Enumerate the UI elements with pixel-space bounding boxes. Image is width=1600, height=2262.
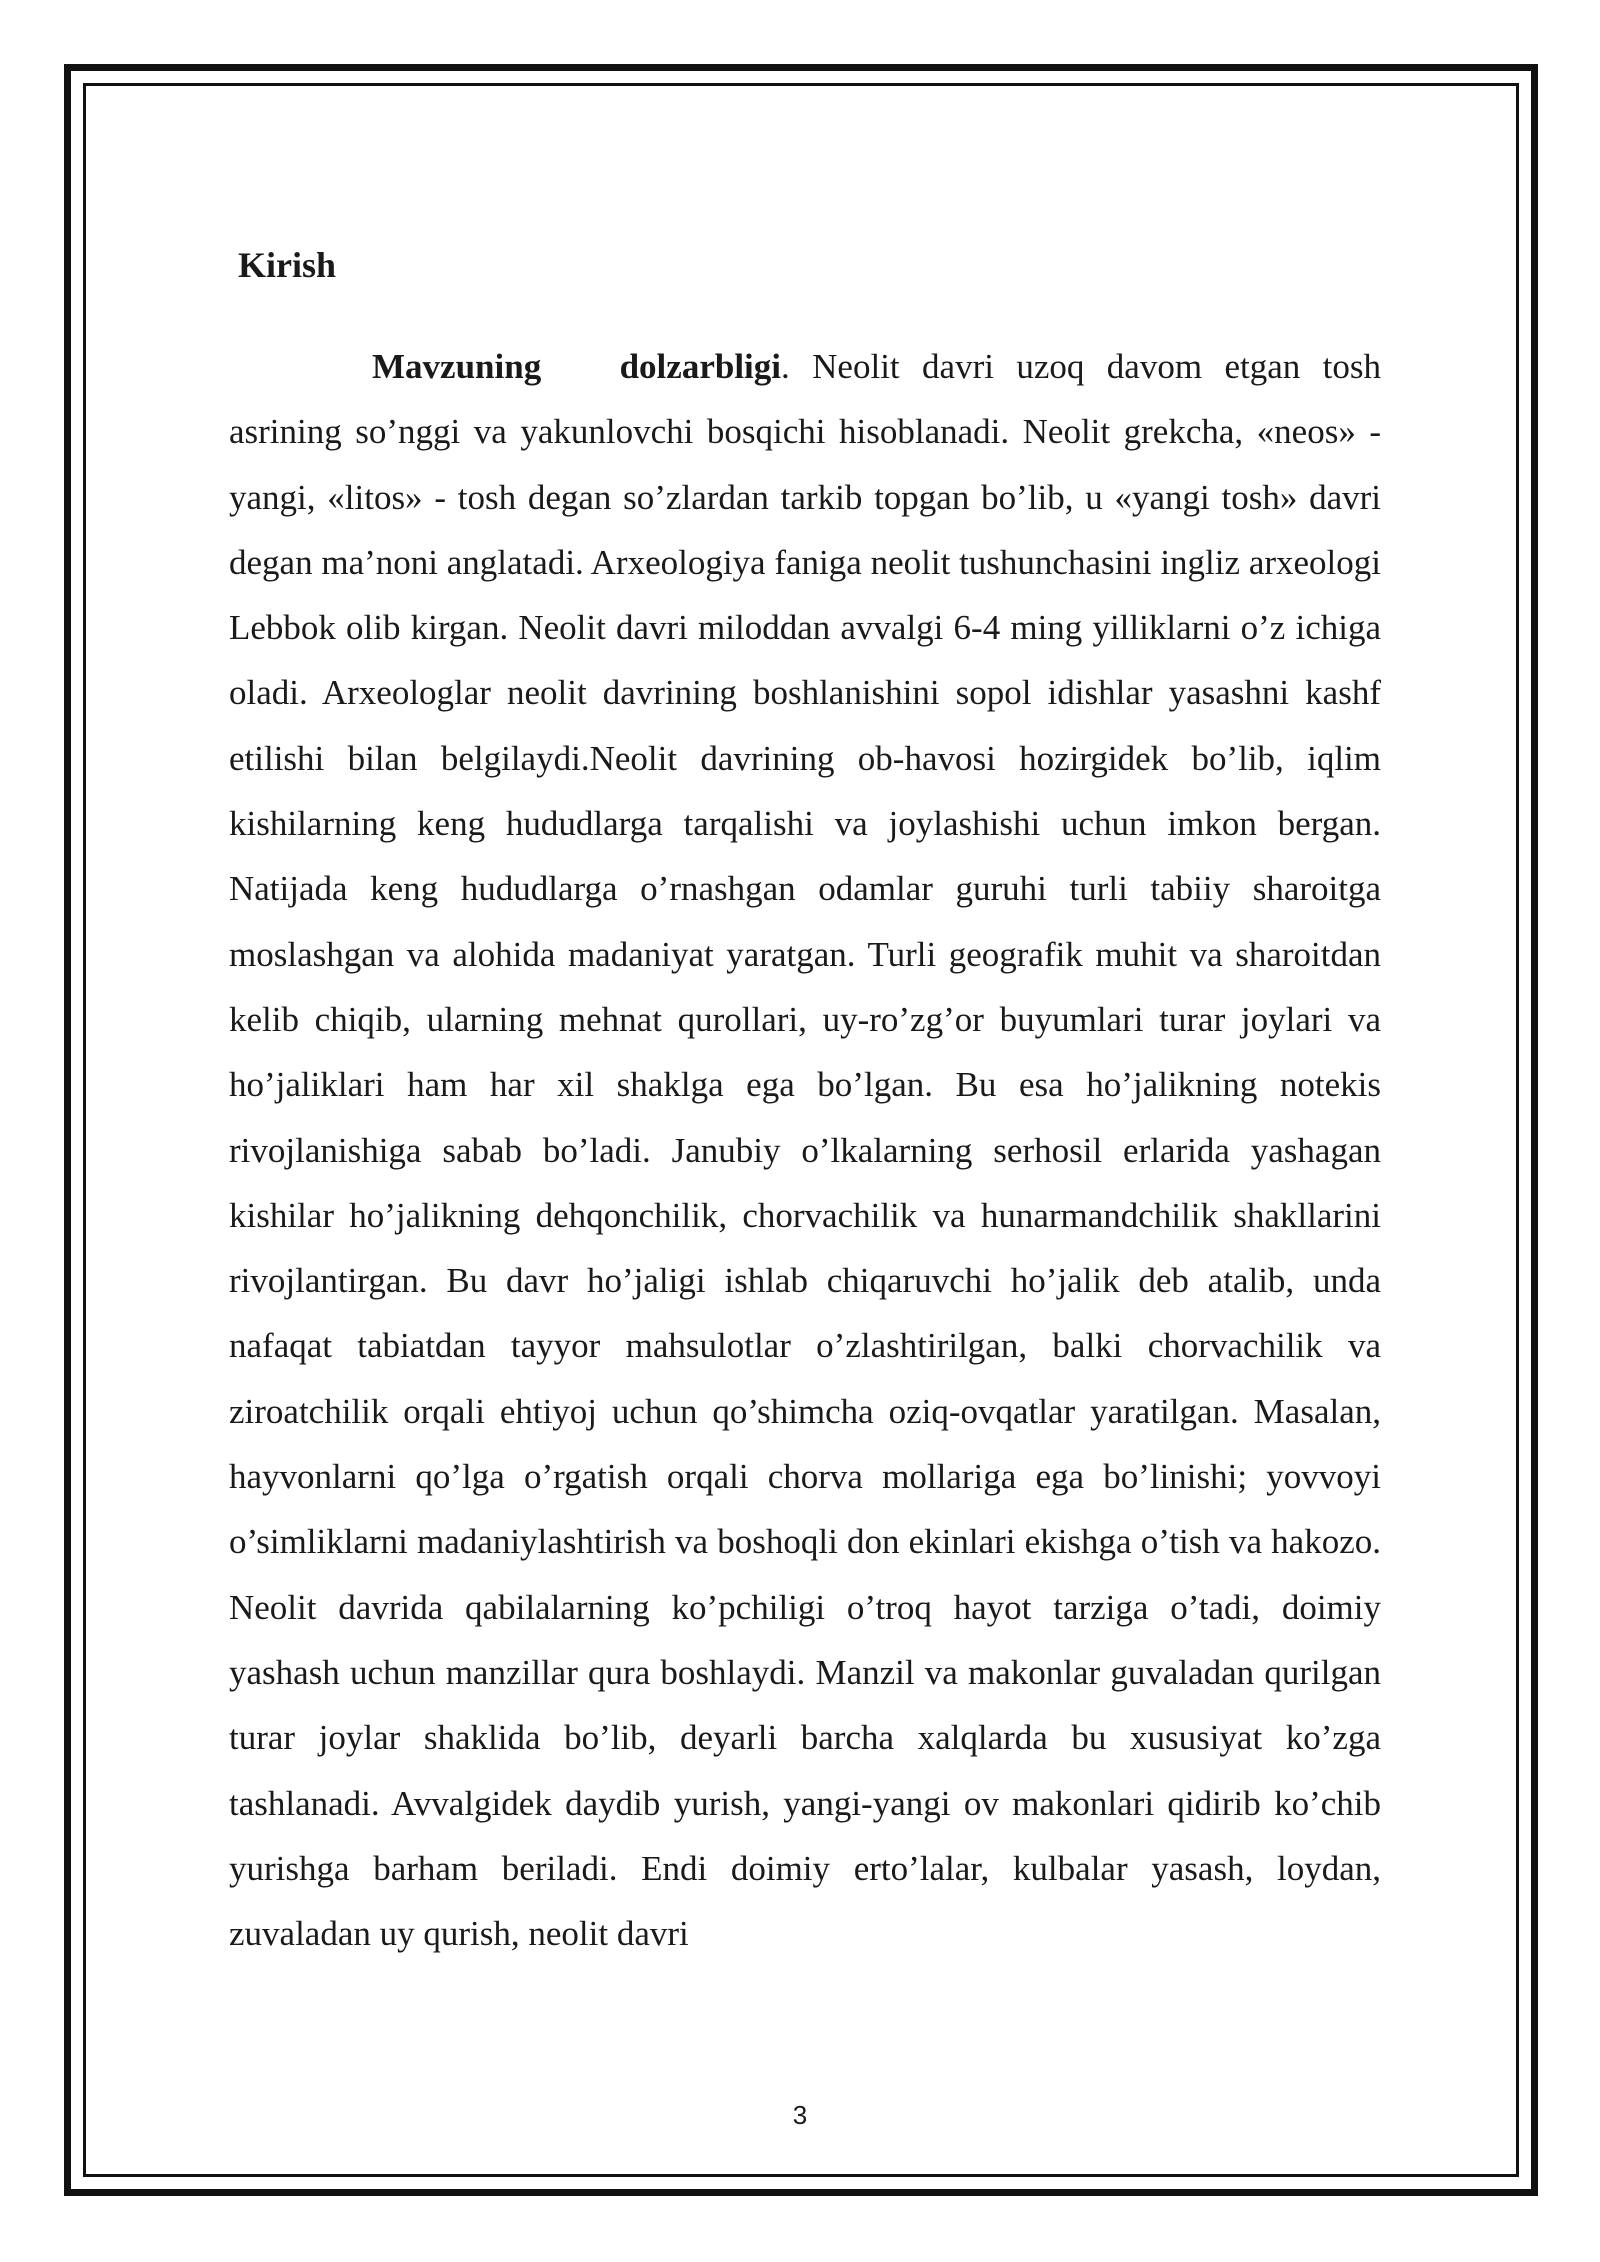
lead-punctuation: . (781, 347, 813, 386)
body-paragraph (229, 334, 1381, 1966)
lead-term: Mavzuning dolzarbligi (372, 347, 781, 386)
paragraph-text: Neolit davri uzoq davom etgan tosh asrining so’nggi va yakunlovchi bosqichi hisoblanadi. Neolit grekcha, «neos» - yangi, «litos» - tosh degan so’zlardan tarkib topgan bo’lib, u «yangi tosh» davri degan ma’noni anglatadi. Arxeologiya faniga neolit tushunchasini ingliz arxeologi Lebbok olib kirgan. Neolit davri miloddan avvalgi 6-4 ming yilliklarni o’z ichiga oladi. Arxeologlar neolit davrining boshlanishini sopol idishlar yasashni kashf etilishi bilan belgilaydi.Neolit davrining ob-havosi hozirgidek bo’lib, iqlim kishilarning keng hududlarga tarqalishi va joylashishi uchun imkon bergan. Natijada keng hududlarga o’rnashgan odamlar guruhi turli tabiiy sharoitga moslashgan va alohida madaniyat yaratgan. Turli geografik muhit va sharoitdan kelib chiqib, ularning mehnat qurollari, uy-ro’zg’or buyumlari turar joylari va ho’jaliklari ham har xil shaklga ega bo’lgan. Bu esa ho’jalikning notekis rivojlanishiga sabab bo’ladi. Janubiy o’lkalarning serhosil erlarida yashagan kishilar ho’jalikning dehqonchilik, chorvachilik va hunarmandchilik shakllarini rivojlantirgan. Bu davr ho’jaligi ishlab chiqaruvchi ho’jalik deb atalib, unda nafaqat tabiatdan tayyor mahsulotlar o’zlashtirilgan, balki chorvachilik va ziroatchilik orqali ehtiyoj uchun qo’shimcha oziq-ovqatlar yaratilgan. Masalan, hayvonlarni qo’lga o’rgatish orqali chorva mollariga ega bo’linishi; yovvoyi o’simliklarni madaniylashtirish va boshoqli don ekinlari ekishga o’tish va hakozo. Neolit davrida qabilalarning ko’pchiligi o’troq hayot tarziga o’tadi, doimiy yashash uchun manzillar qura boshlaydi. Manzil va makonlar guvaladan qurilgan turar joylar shaklida bo’lib, deyarli barcha xalqlarda bu xususiyat ko’zga tashlanadi. Avvalgidek daydib yurish, yangi-yangi ov makonlari qidirib ko’chib yurishga barham beriladi. Endi doimiy erto’lalar, kulbalar yasash, loydan, zuvaladan uy qurish, neolit davri (229, 347, 1381, 1954)
section-heading: Kirish (238, 245, 337, 285)
page-number: 3 (792, 2100, 808, 2130)
